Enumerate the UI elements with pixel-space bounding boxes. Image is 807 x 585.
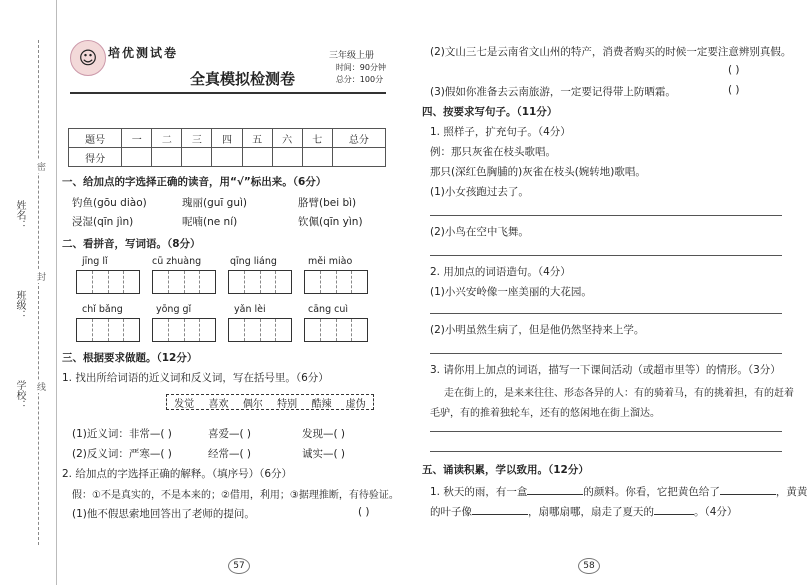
word-bank-item: 特别 (277, 398, 298, 410)
page-title: 全真模拟检测卷 (190, 70, 296, 88)
table-cell: 总分 (332, 129, 385, 148)
section-1-heading: 一、给加点的字选择正确的读音，用“√”标出来。（6分） (62, 176, 327, 188)
table-row (69, 129, 386, 148)
question-3-2: 2. 给加点的字选择正确的解释。（填序号）（6分） (62, 468, 293, 480)
school-label: 学校： (14, 380, 25, 410)
pinyin-prompt: chǐ bǎng (82, 304, 123, 315)
character-writing-box[interactable] (76, 318, 140, 342)
answer-paren[interactable]: ( ) (728, 84, 740, 96)
character-writing-box[interactable] (304, 318, 368, 342)
character-writing-box[interactable] (76, 270, 140, 294)
synonym-blank[interactable]: 喜爱—( ) (208, 428, 252, 440)
pinyin-choice-item[interactable]: 浸湿(qīn jìn) (72, 216, 134, 228)
sentence-item: (3)假如你准备去云南旅游，一定要记得带上防晒霜。 (430, 86, 676, 98)
pinyin-prompt: měi miào (308, 256, 353, 267)
time-score-box (336, 62, 386, 86)
fill-blank-line (430, 484, 807, 499)
total-score-label: 总分：100分 (335, 75, 384, 84)
pinyin-choice-item[interactable]: 钓鱼(gōu diào) (72, 197, 147, 209)
fill-blank[interactable] (720, 494, 776, 495)
pinyin-choice-item[interactable]: 呢喃(ne ní) (182, 216, 238, 228)
fill-text: ，扇哪扇哪，扇走了夏天的 (528, 506, 654, 518)
seal-char-2: 封 (35, 272, 45, 281)
table-cell: 七 (302, 129, 332, 148)
table-cell: 四 (212, 129, 242, 148)
table-cell: 六 (272, 129, 302, 148)
answer-line[interactable] (430, 254, 782, 256)
fill-blank-line (430, 504, 737, 519)
table-cell: 得分 (69, 148, 122, 167)
question-4-3: 3. 请你用上加点的词语，描写一下课间活动（或超市里等）的情形。（3分） (430, 364, 781, 376)
right-page (418, 0, 807, 585)
seal-char-1: 密 (35, 162, 45, 171)
left-page (58, 0, 398, 585)
seal-char-3: 线 (35, 382, 45, 391)
score-input-cell[interactable] (302, 148, 332, 167)
score-input-cell[interactable] (182, 148, 212, 167)
word-bank-item: 虚伪 (345, 398, 366, 410)
sentence-item: (1)小兴安岭像一座美丽的大花园。 (430, 286, 592, 298)
example-sentence-expanded: 那只(深红色胸脯的)灰雀在枝头(婉转地)歌唱。 (430, 166, 646, 178)
character-writing-box[interactable] (152, 318, 216, 342)
fill-blank[interactable] (654, 514, 694, 515)
answer-line[interactable] (430, 214, 782, 216)
seal-dashed-line (38, 40, 39, 545)
passage-line: 走在街上的，是来来往往、形态各异的人：有的骑着马，有的挑着担，有的赶着 (444, 388, 794, 399)
pinyin-prompt: yǎn lèi (234, 304, 266, 315)
question-4-1: 1. 照样子，扩充句子。（4分） (430, 126, 571, 138)
fill-text: 的颜料。你看，它把黄色给了 (583, 486, 720, 498)
page-number: 57 (228, 558, 250, 574)
question-3-1: 1. 找出所给词语的近义词和反义词，写在括号里。（6分） (62, 372, 329, 384)
sentence-item: (1)他不假思索地回答出了老师的提问。 (72, 508, 255, 520)
antonym-blank[interactable]: (2)反义词：严寒—( ) (72, 448, 172, 460)
mascot-logo-icon: ☺ (70, 40, 106, 76)
fill-text: 。（4分） (694, 506, 738, 518)
antonym-blank[interactable]: 诚实—( ) (302, 448, 346, 460)
word-bank-item: 偶尔 (242, 398, 263, 410)
pinyin-choice-item[interactable]: 钦佩(qīn yìn) (298, 216, 363, 228)
table-cell: 三 (182, 129, 212, 148)
section-4-heading: 四、按要求写句子。（11分） (422, 106, 558, 118)
character-writing-box[interactable] (152, 270, 216, 294)
score-input-cell[interactable] (242, 148, 272, 167)
pinyin-prompt: jīng lǐ (82, 256, 108, 267)
score-input-cell[interactable] (152, 148, 182, 167)
answer-line[interactable] (430, 450, 782, 452)
score-input-cell[interactable] (122, 148, 152, 167)
question-4-2: 2. 用加点的词语造句。（4分） (430, 266, 571, 278)
answer-line[interactable] (430, 430, 782, 432)
page-number: 58 (578, 558, 600, 574)
pinyin-prompt: qīng liáng (230, 256, 277, 267)
score-input-cell[interactable] (212, 148, 242, 167)
table-cell: 五 (242, 129, 272, 148)
sentence-item: (2)小明虽然生病了，但是他仍然坚持来上学。 (430, 324, 645, 336)
synonym-blank[interactable]: (1)近义词：非常—( ) (72, 428, 172, 440)
score-input-cell[interactable] (272, 148, 302, 167)
section-2-heading: 二、看拼音，写词语。（8分） (62, 238, 201, 250)
character-writing-box[interactable] (304, 270, 368, 294)
score-table (68, 128, 386, 167)
answer-paren[interactable]: ( ) (728, 64, 740, 76)
fill-text: ，黄黄 (775, 486, 807, 498)
answer-line[interactable] (430, 312, 782, 314)
table-cell: 二 (152, 129, 182, 148)
word-bank-item: 酷辣 (311, 398, 332, 410)
sentence-item: (1)小女孩跑过去了。 (430, 186, 529, 198)
word-bank-item: 喜欢 (208, 398, 229, 410)
pinyin-prompt: yōng gǐ (156, 304, 192, 315)
passage-line: 毛驴，有的推着独轮车，还有的悠闲地在街上溜达。 (430, 408, 660, 419)
sentence-item: (2)小鸟在空中飞舞。 (430, 226, 529, 238)
fill-blank[interactable] (527, 494, 583, 495)
time-label: 时间：90分钟 (335, 63, 386, 72)
pinyin-choice-item[interactable]: 胳臂(bei bì) (298, 197, 357, 209)
definition-list: 假：①不是真实的，不是本来的；②借用，利用；③据理推断，有待验证。 (72, 490, 399, 501)
synonym-blank[interactable]: 发现—( ) (302, 428, 346, 440)
answer-line[interactable] (430, 352, 782, 354)
fill-text: 的叶子像 (430, 506, 472, 518)
table-cell: 一 (122, 129, 152, 148)
word-bank-item: 发觉 (174, 398, 195, 410)
fill-text: 1. 秋天的雨，有一盒 (430, 486, 528, 498)
character-writing-box[interactable] (228, 318, 292, 342)
header-rule (70, 92, 386, 94)
antonym-blank[interactable]: 经常—( ) (208, 448, 252, 460)
pinyin-prompt: cū zhuàng (152, 256, 202, 267)
grade-label: 三年级上册 (328, 51, 374, 61)
answer-paren[interactable]: ( ) (358, 506, 370, 518)
character-writing-box[interactable] (228, 270, 292, 294)
table-row (69, 148, 386, 167)
pinyin-prompt: cāng cuì (308, 304, 348, 315)
table-cell: 题号 (69, 129, 122, 148)
binding-margin (0, 0, 57, 585)
exam-header (70, 40, 386, 100)
fill-blank[interactable] (472, 514, 528, 515)
word-bank-box (166, 394, 374, 410)
section-3-heading: 三、根据要求做题。（12分） (62, 352, 198, 364)
score-input-cell[interactable] (332, 148, 385, 167)
class-label: 班级： (14, 290, 25, 320)
name-label: 姓名： (14, 200, 25, 230)
section-5-heading: 五、诵读积累，学以致用。（12分） (422, 464, 589, 476)
series-name: 培优测试卷 (108, 46, 179, 60)
sentence-item: (2)文山三七是云南省文山州的特产，消费者购买的时候一定要注意辨别真假。 (430, 46, 792, 58)
pinyin-choice-item[interactable]: 瑰丽(guī guì) (182, 197, 248, 209)
example-sentence: 例：那只灰雀在枝头歌唱。 (430, 146, 556, 158)
